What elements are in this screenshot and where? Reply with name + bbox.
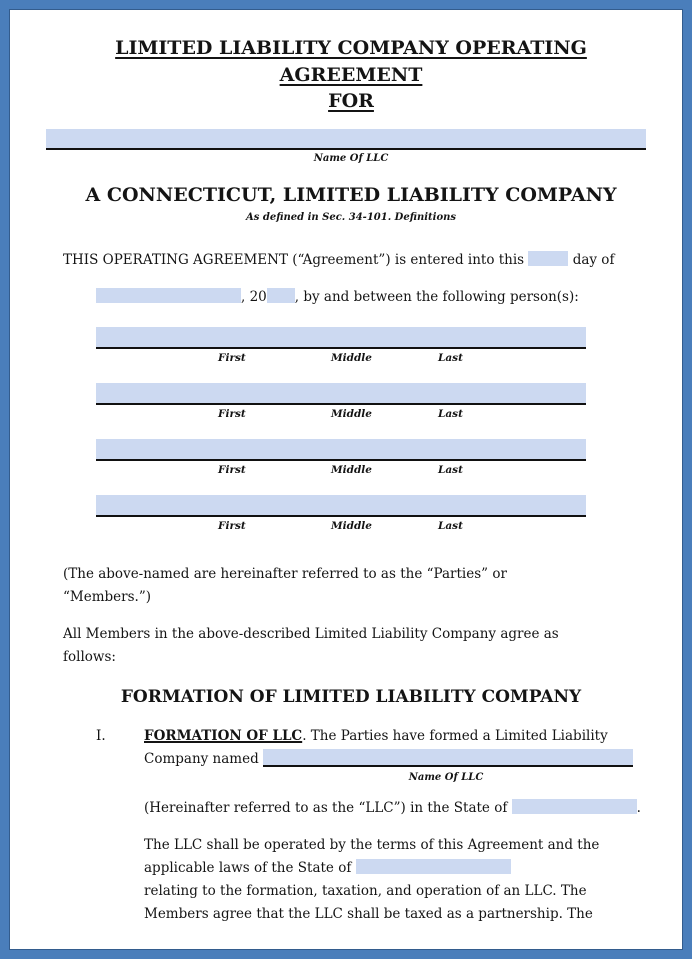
members-agree-paragraph bbox=[63, 623, 639, 669]
intro-paragraph bbox=[63, 249, 639, 309]
intro-line2-text2: , by and between the following person(s): bbox=[294, 288, 579, 305]
middle-name-label: Middle bbox=[331, 519, 372, 532]
parties-note bbox=[63, 563, 639, 609]
document-title-line1: LIMITED LIABILITY COMPANY OPERATING AGREEMENT bbox=[115, 37, 587, 86]
member-name-field-4[interactable] bbox=[96, 495, 586, 517]
hereinafter-period: . bbox=[636, 799, 641, 816]
state-heading: A CONNECTICUT, LIMITED LIABILITY COMPANY bbox=[85, 183, 617, 206]
member-name-labels-2 bbox=[96, 408, 586, 423]
item-body bbox=[144, 725, 639, 926]
document-content bbox=[9, 9, 683, 926]
member-name-labels-1 bbox=[96, 352, 586, 367]
operated-paragraph bbox=[144, 834, 639, 926]
first-name-label: First bbox=[218, 463, 246, 476]
member-name-row-2 bbox=[63, 383, 639, 423]
governing-state-field[interactable] bbox=[356, 859, 511, 874]
intro-line2-text: , 20 bbox=[241, 288, 267, 305]
first-name-label: First bbox=[218, 407, 246, 420]
hereinafter-line bbox=[144, 797, 639, 820]
middle-name-label: Middle bbox=[331, 407, 372, 420]
member-name-field-1[interactable] bbox=[96, 327, 586, 349]
operated-line2-text: applicable laws of the State of bbox=[144, 859, 352, 876]
member-name-row-1 bbox=[63, 327, 639, 367]
hereinafter-text: (Hereinafter referred to as the “LLC”) in the State of bbox=[144, 799, 508, 816]
agreement-year-field[interactable] bbox=[267, 288, 295, 303]
formation-state-field[interactable] bbox=[512, 799, 637, 814]
llc-name-field[interactable] bbox=[46, 129, 646, 150]
last-name-label: Last bbox=[438, 407, 463, 420]
formation-heading: FORMATION OF LIMITED LIABILITY COMPANY bbox=[120, 686, 582, 707]
last-name-label: Last bbox=[438, 351, 463, 364]
first-name-label: First bbox=[218, 519, 246, 532]
operated-line3: relating to the formation, taxation, and operation of an LLC. The bbox=[144, 882, 587, 899]
member-name-labels-3 bbox=[96, 464, 586, 479]
company-name-field[interactable] bbox=[263, 749, 633, 767]
company-name-caption: Name Of LLC bbox=[408, 771, 484, 783]
member-name-row-4 bbox=[63, 495, 639, 535]
llc-name-caption: Name Of LLC bbox=[313, 152, 389, 164]
first-name-label: First bbox=[218, 351, 246, 364]
intro-line1-text: THIS OPERATING AGREEMENT (“Agreement”) is entered into this bbox=[63, 251, 525, 268]
formation-sentence-line1 bbox=[144, 725, 639, 748]
middle-name-label: Middle bbox=[331, 463, 372, 476]
formation-sentence-text2: Company named bbox=[144, 750, 259, 767]
definitions-caption: As defined in Sec. 34-101. Definitions bbox=[245, 211, 457, 223]
members-agree-line1: All Members in the above-described Limited Liability Company agree as bbox=[63, 625, 559, 642]
operated-line4: Members agree that the LLC shall be taxed as a partnership. The bbox=[144, 905, 593, 922]
formation-sentence-line2 bbox=[144, 748, 639, 771]
intro-line2 bbox=[96, 286, 639, 309]
formation-sentence-text: . The Parties have formed a Limited Liability bbox=[302, 727, 608, 744]
member-name-row-3 bbox=[63, 439, 639, 479]
intro-line1 bbox=[63, 249, 639, 272]
member-name-field-2[interactable] bbox=[96, 383, 586, 405]
document-title-line2: FOR bbox=[328, 90, 374, 113]
document-title bbox=[63, 35, 639, 115]
item-number: I. bbox=[96, 727, 106, 744]
formation-of-llc-label: FORMATION OF LLC bbox=[144, 727, 303, 744]
formation-item bbox=[63, 725, 639, 926]
operated-line1: The LLC shall be operated by the terms of this Agreement and the bbox=[144, 836, 600, 853]
last-name-label: Last bbox=[438, 519, 463, 532]
member-name-labels-4 bbox=[96, 520, 586, 535]
parties-note-line2: “Members.”) bbox=[63, 588, 151, 605]
middle-name-label: Middle bbox=[331, 351, 372, 364]
parties-note-line1: (The above-named are hereinafter referred to as the “Parties” or bbox=[63, 565, 507, 582]
agreement-month-field[interactable] bbox=[96, 288, 241, 303]
intro-line1-text2: day of bbox=[572, 251, 615, 268]
operated-line2 bbox=[144, 857, 639, 880]
agreement-day-field[interactable] bbox=[528, 251, 568, 266]
members-agree-line2: follows: bbox=[63, 648, 116, 665]
last-name-label: Last bbox=[438, 463, 463, 476]
member-name-field-3[interactable] bbox=[96, 439, 586, 461]
